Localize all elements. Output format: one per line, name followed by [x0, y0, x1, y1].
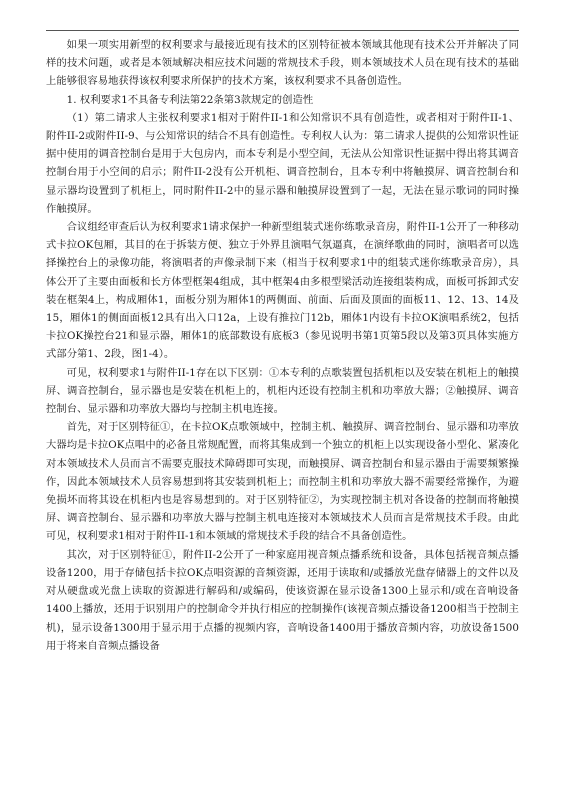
paragraph-intro: 如果一项实用新型的权利要求与最接近现有技术的区别特征被本领域其他现有技术公开并解决了同样的技术问题，或者是本领域解决相应技术问题的常规技术手段，则本领域技术人员在现有技术的基础上能够很容易地获得该权利要求所保护的技术方案，该权利要求不具备创造性。	[46, 39, 519, 88]
top-rule-divider	[46, 30, 519, 31]
paragraph-argument: （1）第二请求人主张权利要求1相对于附件II-1和公知常识不具有创造性，或者相对于附件II-1、附件II-2或附件II-9、与公知常识的结合不具有创造性。专利权人认为：第二请求人提供的公知常识性证据中使用的调音控制台是用于大包房内，而本专利是小型空间，无法从公知常识性证据中得出将其调音控制台用于小空间的启示；附件II-2没有公开机柜、调音控制台，且本专利中将触摸屏、调音控制台和显示器均设置到了机柜上，同时附件II-2中的显示器和触摸屏设置到了一起，无法在显示歌词的同时操作触摸屏。	[46, 111, 519, 215]
section-heading: 1. 权利要求1不具备专利法第22条第3款规定的创造性	[66, 93, 314, 106]
paragraph-first-analysis: 首先，对于区别特征①，在卡拉OK点歌领域中，控制主机、触摸屏、调音控制台、显示器和功率放大器均是卡拉OK点唱中的必备且常规配置，而将其集成到一个独立的机柜上以实现设备小型化、紧凑化对本领域技术人员而言不需要克服技术障碍即可实现，而触摸屏、调音控制台和显示器由于需要频繁操作，因此本领域技术人员容易想到将其安装到机柜上；而控制主机和功率放大器不需要经常操作，为避免损坏而将其设在机柜内也是容易想到的。对于区别特征②，为实现控制主机对各设备的控制而将触摸屏、调音控制台、显示器和功率放大器与控制主机电连接对本领域技术人员而言是常规技术手段。由此可见，权利要求1相对于附件II-1和本领域的常规技术手段的结合不具备创造性。	[46, 421, 519, 543]
paragraph-differences: 可见，权利要求1与附件II-1存在以下区别：①本专利的点歌装置包括机柜以及安装在机柜上的触摸屏、调音控制台，显示器也是安装在机柜上的，机柜内还设有控制主机和功率放大器；②触摸屏、调音控制台、显示器和功率放大器均与控制主机电连接。	[46, 366, 519, 416]
paragraph-second-analysis: 其次，对于区别特征①，附件II-2公开了一种家庭用视音频点播系统和设备，具体包括视音频点播设备1200，用于存储包括卡拉OK点唱资源的音频资源，还用于读取和/或播放光盘存储器上的文件以及对从硬盘或光盘上读取的资源进行解码和/或编码，使该资源在显示设备1300上显示和/或在音响设备1400上播放，还用于识别用户的控制命令并执行相应的控制操作(该视音频点播设备1200相当于控制主机)，显示设备1300用于显示用于点播的视频内容，音响设备1400用于播放音频内容，功放设备1500用于将来自音频点播设备	[46, 548, 519, 652]
paragraph-panel-review: 合议组经审查后认为权利要求1请求保护一种新型组装式迷你练歌录音房，附件II-1公开了一种移动式卡拉OK包厢，其目的在于拆装方便、独立于外界且演唱气氛逼真，在演绎歌曲的同时，演唱者可以选择操控台上的录像功能，将演唱者的声像录制下来（相当于权利要求1中的组装式迷你练歌录音房），具体公开了主要由面板和长方体型框架4组成，其中框架4由多根型梁活动连接组装构成，面板可拆卸式安装在框架4上，构成厢体1，面板分别为厢体1的两侧面、前面、后面及顶面的面板11、12、13、14及15，厢体1的侧面面板12具有出入口12a，上设有推拉门12b，厢体1内设有卡拉OK演唱系统2，包括卡拉OK操控台21和显示器，厢体1的底部数设有底板3（参见说明书第1页第5段以及第3页具体实施方式部分第1、2段，图1-4）。	[46, 221, 519, 361]
